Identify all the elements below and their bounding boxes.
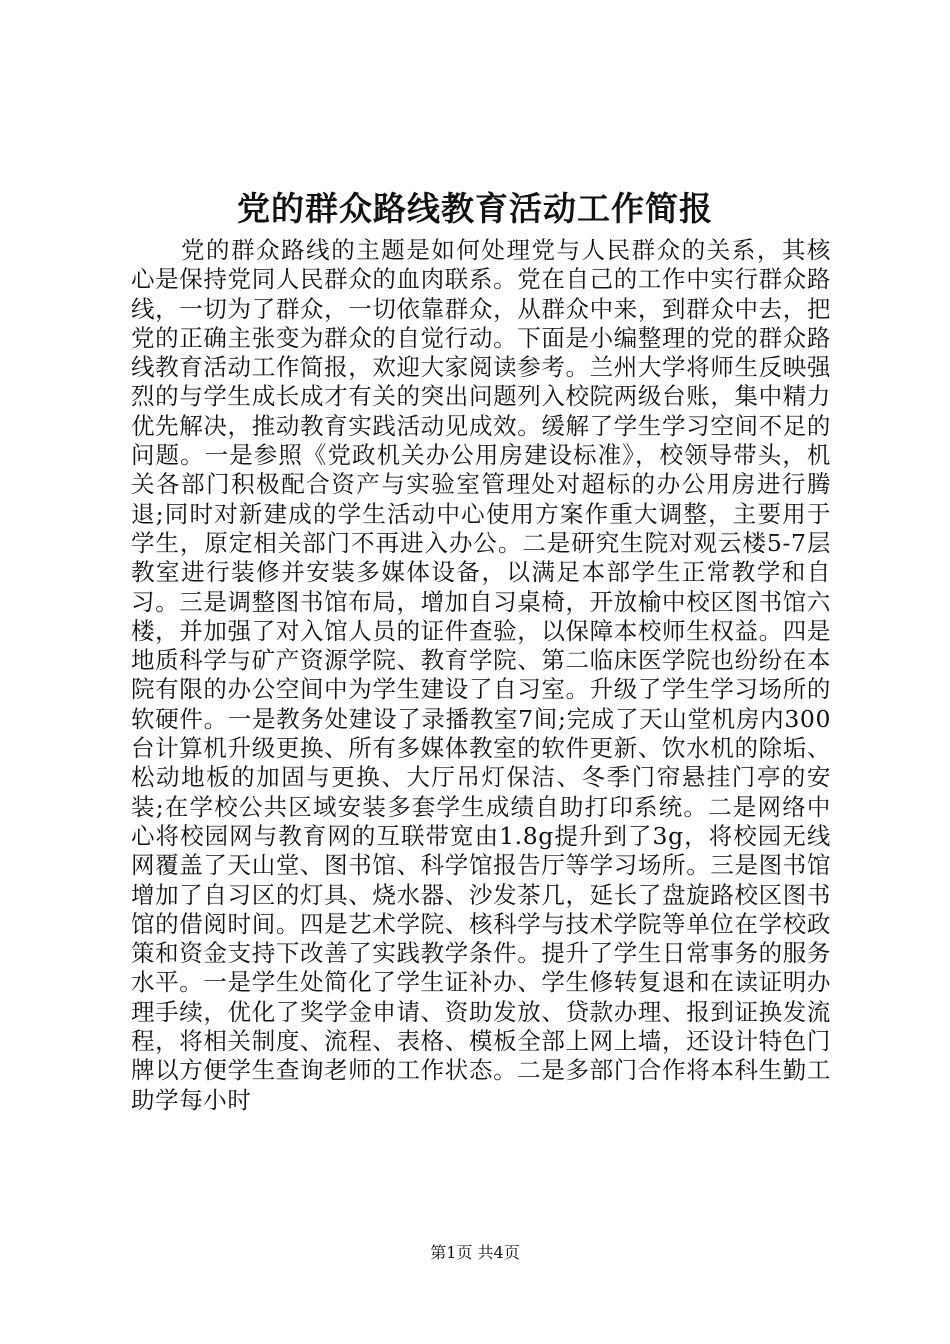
- document-title: 党的群众路线教育活动工作简报: [237, 189, 713, 228]
- page-number-footer: 第1页 共4页: [430, 1243, 520, 1262]
- document-body-paragraph: 党的群众路线的主题是如何处理党与人民群众的关系，其核心是保持党同人民群众的血肉联系。党在自己的工作中实行群众路线，一切为了群众，一切依靠群众，从群众中来，到群众中去，把党的正确主张变为群众的自觉行动。下面是小编整理的党的群众路线教育活动工作简报，欢迎大家阅读参考。兰州大学将师生反映强烈的与学生成长成才有关的突出问题列入校院两级台账，集中精力优先解决，推动教育实践活动见成效。缓解了学生学习空间不足的问题。一是参照《党政机关办公用房建设标准》，校领导带头，机关各部门积极配合资产与实验室管理处对超标的办公用房进行腾退;同时对新建成的学生活动中心使用方案作重大调整，主要用于学生，原定相关部门不再进入办公。二是研究生院对观云楼5-7层教室进行装修并安装多媒体设备，以满足本部学生正常教学和自习。三是调整图书馆布局，增加自习桌椅，开放榆中校区图书馆六楼，并加强了对入馆人员的证件查验，以保障本校师生权益。四是地质科学与矿产资源学院、教育学院、第二临床医学院也纷纷在本院有限的办公空间中为学生建设了自习室。升级了学生学习场所的软硬件。一是教务处建设了录播教室7间;完成了天山堂机房内300台计算机升级更换、所有多媒体教室的软件更新、饮水机的除垢、松动地板的加固与更换、大厅吊灯保洁、冬季门帘悬挂门亭的安装;在学校公共区域安装多套学生成绩自助打印系统。二是网络中心将校园网与教育网的互联带宽由1.8g提升到了3g，将校园无线网覆盖了天山堂、图书馆、科学馆报告厅等学习场所。三是图书馆增加了自习区的灯具、烧水器、沙发茶几，延长了盘旋路校区图书馆的借阅时间。四是艺术学院、核科学与技术学院等单位在学校政策和资金支持下改善了实践教学条件。提升了学生日常事务的服务水平。一是学生处简化了学生证补办、学生修转复退和在读证明办理手续，优化了奖学金申请、资助发放、贷款办理、报到证换发流程，将相关制度、流程、表格、模板全部上网上墙，还设计特色门牌以方便学生查询老师的工作状态。二是多部门合作将本科生勤工助学每小时: [131, 236, 831, 1114]
